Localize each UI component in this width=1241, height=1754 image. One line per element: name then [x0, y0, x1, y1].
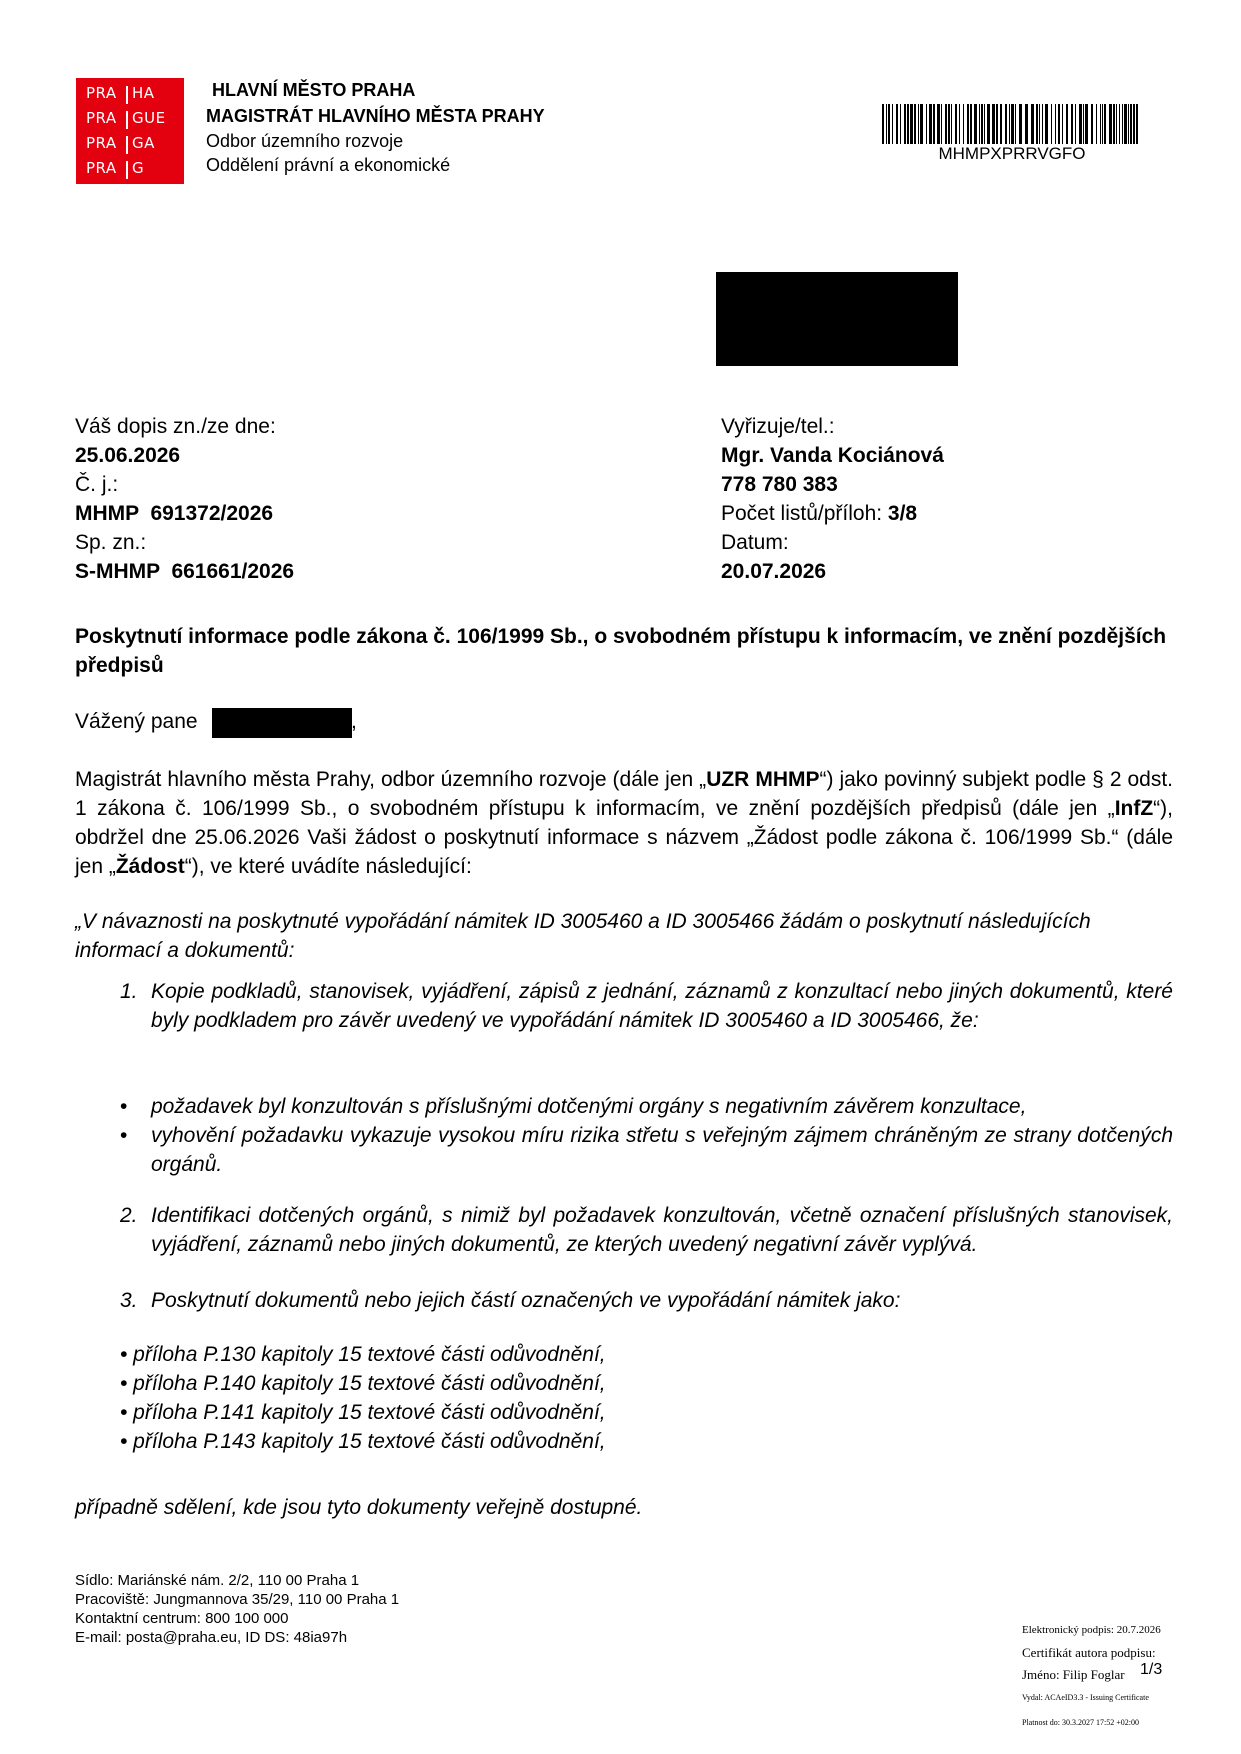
logo-text: PRA — [86, 109, 117, 127]
attachment-item: • příloha P.130 kapitoly 15 textové části odůvodnění, — [120, 1343, 606, 1366]
footer-contact: Kontaktní centrum: 800 100 000 — [75, 1610, 289, 1627]
bullet-text: vyhovění požadavku vykazuje vysokou míru rizika střetu s veřejným zájmem chráněným ze strany dotčených orgánů. — [151, 1124, 1173, 1176]
signature-issuer: Vydal: ACAeID3.3 - Issuing Certificate — [1022, 1693, 1149, 1702]
greeting-comma: , — [351, 710, 357, 733]
request-item — [120, 977, 1173, 1035]
header-section: Oddělení právní a ekonomické — [206, 155, 451, 175]
barcode-bar — [1104, 104, 1106, 144]
barcode-bar — [1062, 104, 1063, 144]
bullet-dot: • — [120, 1124, 128, 1147]
file-number: S-MHMP 661661/2026 — [75, 560, 295, 583]
barcode-bar — [967, 104, 969, 144]
barcode-bar — [996, 104, 998, 144]
praha-logo — [76, 78, 184, 184]
reference-label: Č. j.: — [75, 473, 119, 496]
barcode-bar — [1075, 104, 1076, 144]
infz-term: InfZ — [1114, 797, 1154, 820]
barcode-bar — [1136, 104, 1138, 144]
request-item — [120, 1201, 1173, 1259]
sheets-label: Počet listů/příloh: — [721, 502, 888, 525]
barcode-bar — [1109, 104, 1112, 144]
bullet-item — [120, 1092, 1173, 1121]
barcode-bar — [1100, 104, 1101, 144]
barcode-bar — [1130, 104, 1132, 144]
letter-date: 20.07.2026 — [721, 560, 827, 583]
request-quote-intro: „V návaznosti na poskytnuté vypořádání námitek ID 3005460 a ID 3005466 žádám o poskytnutí následujících informací a dokumentů: — [75, 910, 1091, 962]
signature-cert-label: Certifikát autora podpisu: — [1022, 1645, 1156, 1660]
logo-text: PRA — [86, 159, 117, 177]
barcode-bar — [987, 104, 990, 144]
item-text: Poskytnutí dokumentů nebo jejich částí označených ve vypořádání námitek jako: — [151, 1289, 901, 1312]
signature-validity: Platnost do: 30.3.2027 17:52 +02:00 — [1022, 1718, 1139, 1727]
logo-text: PRA — [86, 84, 117, 102]
header-city: HLAVNÍ MĚSTO PRAHA — [212, 80, 416, 100]
barcode-bar — [900, 104, 901, 144]
barcode-bar — [963, 104, 964, 144]
barcode-bar — [1011, 104, 1014, 144]
barcode-bar — [941, 104, 942, 144]
barcode-bar — [1055, 104, 1056, 144]
barcode-bar — [907, 104, 909, 144]
barcode-bar — [1079, 104, 1082, 144]
barcode-bar — [1128, 104, 1129, 144]
signature-date: Elektronický podpis: 20.7.2026 — [1022, 1624, 1161, 1636]
barcode-bar — [1051, 104, 1052, 144]
barcode-bar — [1058, 104, 1060, 144]
date-label: Datum: — [721, 531, 789, 554]
your-letter-label: Váš dopis zn./ze dne: — [75, 415, 276, 438]
zadost-term: Žádost — [115, 855, 185, 878]
sheets-count — [721, 502, 917, 526]
logo-text: GA — [132, 134, 155, 152]
logo-text: PRA — [86, 134, 117, 152]
barcode-bar — [929, 104, 932, 144]
intro-paragraph: Magistrát hlavního města Prahy, odbor územního rozvoje (dále jen „UZR MHMP“) jako povinný subjekt podle § 2 odst. 1 zákona č. 106/1999 Sb., o svobodném přístupu k informacím, ve znění pozdějších předpisů (dále jen „InfZ“), obdržel dne 25.06.2026 Vaši žádost o poskytnutí informace s názvem „Žádost podle zákona č. 106/1999 Sb.“ (dále jen „Žádost“), ve které uvádíte následující: — [75, 768, 1173, 878]
footer-workplace: Pracoviště: Jungmannova 35/29, 110 00 Praha 1 — [75, 1591, 400, 1608]
header-office: MAGISTRÁT HLAVNÍHO MĚSTA PRAHY — [206, 106, 545, 126]
bullet-text: požadavek byl konzultován s příslušnými dotčenými orgány s negativním závěrem konzultace, — [151, 1095, 1027, 1118]
barcode-bar — [918, 104, 919, 144]
uzr-term: UZR MHMP — [706, 768, 820, 791]
barcode-bar — [888, 104, 890, 144]
barcode-bar — [892, 104, 893, 144]
barcode-bar — [1071, 104, 1073, 144]
bullet-item — [120, 1121, 1173, 1179]
redacted-name — [212, 708, 352, 738]
attachment-item: • příloha P.140 kapitoly 15 textové části odůvodnění, — [120, 1372, 606, 1395]
barcode-bar — [974, 104, 977, 144]
barcode-text: MHMPXPRRVGFO — [938, 144, 1086, 163]
barcode-bar — [1025, 104, 1028, 144]
barcode-bar — [955, 104, 957, 144]
header-department: Odbor územního rozvoje — [206, 131, 404, 151]
barcode-bar — [933, 104, 935, 144]
logo-text: GUE — [132, 109, 166, 127]
handler-phone: 778 780 383 — [721, 473, 838, 496]
bullet-dot: • — [120, 1095, 128, 1118]
barcode-bar — [904, 104, 906, 144]
barcode-bar — [981, 104, 983, 144]
barcode-bar — [1005, 104, 1007, 144]
barcode-bar — [1119, 104, 1120, 144]
footer-address: Sídlo: Mariánské nám. 2/2, 110 00 Praha 1 — [75, 1572, 360, 1589]
request-item — [120, 1286, 1173, 1315]
barcode-bar — [1116, 104, 1117, 144]
handler-name: Mgr. Vanda Kociánová — [721, 444, 944, 467]
barcode-bar — [1000, 104, 1002, 144]
item-text: Identifikaci dotčených orgánů, s nimiž byl požadavek konzultován, včetně označení příslušných stanovisek, vyjádření, záznamů nebo jiných dokumentů, ze kterých uvedený negativní závěr vyplývá. — [151, 1204, 1173, 1256]
barcode-bar — [1124, 104, 1127, 144]
barcode-bar — [979, 104, 980, 144]
barcode-bar — [1133, 104, 1135, 144]
barcode-bar — [882, 104, 884, 144]
logo-text: G — [132, 159, 145, 177]
barcode-bar — [1039, 104, 1040, 144]
item-text: Kopie podkladů, stanovisek, vyjádření, zápisů z jednání, záznamů z konzultací nebo jiných dokumentů, které byly podkladem pro závěr uvedený ve vypořádání námitek ID 3005460 a ID 3005466, že: — [151, 980, 1173, 1032]
item-number: 1. — [120, 980, 138, 1003]
barcode-bar — [1122, 104, 1123, 144]
barcode-bar — [945, 104, 947, 144]
barcode-bar — [1019, 104, 1022, 144]
barcode-bar — [920, 104, 923, 144]
attachment-item: • příloha P.141 kapitoly 15 textové části odůvodnění, — [120, 1401, 606, 1424]
barcode-bar — [1083, 104, 1084, 144]
handled-by-label: Vyřizuje/tel.: — [721, 415, 835, 438]
barcode-bar — [1085, 104, 1088, 144]
logo-text: HA — [132, 84, 155, 102]
signature-name: Jméno: Filip Foglar — [1022, 1667, 1125, 1682]
redacted-recipient — [716, 272, 958, 366]
barcode-bar — [1091, 104, 1093, 144]
closing-line: případně sdělení, kde jsou tyto dokumenty veřejně dostupné. — [75, 1496, 643, 1519]
barcode-bar — [948, 104, 950, 144]
greeting: Vážený pane — [75, 710, 198, 733]
barcode-bar — [970, 104, 972, 144]
barcode-bar — [910, 104, 913, 144]
page-number: 1/3 — [1140, 1661, 1163, 1678]
item-number: 3. — [120, 1289, 138, 1312]
barcode-bar — [896, 104, 898, 144]
barcode-bar — [1113, 104, 1115, 144]
barcode-bar — [1009, 104, 1010, 144]
barcode-bar — [959, 104, 960, 144]
subject-line: Poskytnutí informace podle zákona č. 106/1999 Sb., o svobodném přístupu k informacím, ve znění pozdějších předpisů — [75, 625, 1167, 677]
barcode-bar — [886, 104, 887, 144]
barcode-bar — [1031, 104, 1034, 144]
barcode-bar — [1036, 104, 1038, 144]
barcode-bar — [992, 104, 995, 144]
attachment-item: • příloha P.143 kapitoly 15 textové části odůvodnění, — [120, 1430, 606, 1453]
barcode-bar — [926, 104, 927, 144]
barcode-bar — [1042, 104, 1043, 144]
barcode-bar — [914, 104, 916, 144]
reference-number: MHMP 691372/2026 — [75, 502, 274, 525]
file-label: Sp. zn.: — [75, 531, 147, 554]
footer-email: E-mail: posta@praha.eu, ID DS: 48ia97h — [75, 1629, 348, 1646]
your-letter-date: 25.06.2026 — [75, 444, 181, 467]
barcode — [882, 104, 1142, 144]
barcode-bar — [984, 104, 985, 144]
barcode-bar — [1015, 104, 1016, 144]
item-number: 2. — [120, 1204, 138, 1227]
barcode-bar — [951, 104, 952, 144]
barcode-bar — [937, 104, 940, 144]
barcode-bar — [1066, 104, 1068, 144]
barcode-bar — [1096, 104, 1097, 144]
barcode-bar — [1102, 104, 1103, 144]
sheets-value: 3/8 — [887, 502, 918, 525]
barcode-bar — [1045, 104, 1048, 144]
